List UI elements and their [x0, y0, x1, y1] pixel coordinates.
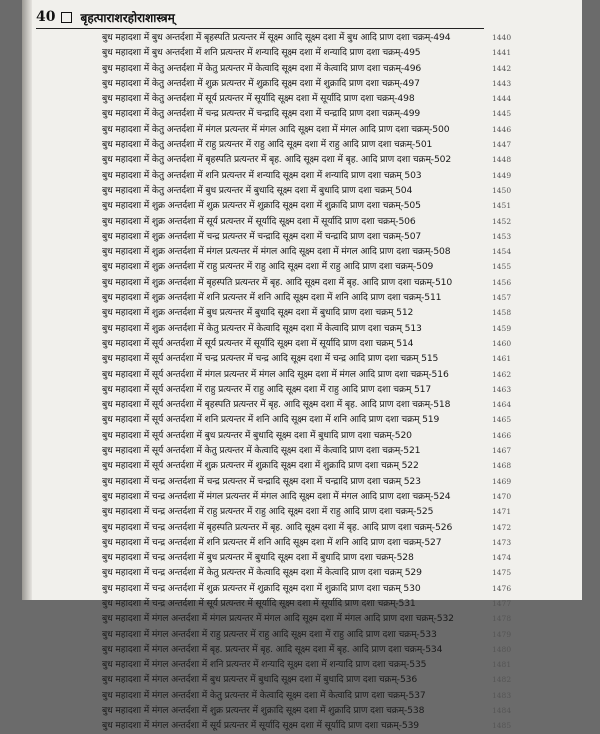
chart-entry-text: बुध महादशा में चन्द्र अन्तर्दशा में चन्द्र प्रत्यन्तर में चन्द्रादि सूक्ष्म दशा में चन्द्रादि प्राण दशा चक्रम् 523: [102, 475, 421, 487]
chart-entry-text: बुध महादशा में शुक्र अन्तर्दशा में चन्द्र प्रत्यन्तर में चन्द्रादि सूक्ष्म दशा में चन्द्रादि प्राण दशा चक्रम्-507: [102, 230, 422, 242]
chart-entry-text: बुध महादशा में चन्द्र अन्तर्दशा में केतु प्रत्यन्तर में केत्वादि सूक्ष्म दशा में केत्वादि प्राण दशा चक्रम् 529: [102, 567, 422, 579]
chart-entry-text: बुध महादशा में बुध अन्तर्दशा में शनि प्रत्यन्तर में शन्यादि सूक्ष्म दशा में शन्यादि प्राण दशा चक्रम्-495: [102, 47, 421, 59]
chart-entry-text: बुध महादशा में चन्द्र अन्तर्दशा में सूर्य प्रत्यन्तर में सूर्यादि सूक्ष्म दशा में सूर्यादि प्राण दशा चक्रम्-531: [102, 597, 416, 609]
line-number: 1475: [492, 568, 512, 578]
line-number: 1449: [492, 170, 512, 180]
list-item: [22, 474, 582, 489]
list-item: [22, 61, 582, 76]
list-item: [22, 336, 582, 351]
line-number: 1470: [492, 491, 512, 501]
line-number: 1485: [492, 721, 512, 731]
line-number: 1456: [492, 277, 512, 287]
list-item: [22, 581, 582, 596]
list-item: [22, 657, 582, 672]
chart-entry-text: बुध महादशा में सूर्य अन्तर्दशा में शनि प्रत्यन्तर में शनि आदि सूक्ष्म दशा में शनि आदि प्राण दशा चक्रम् 519: [102, 414, 440, 426]
chart-entry-text: बुध महादशा में चन्द्र अन्तर्दशा में मंगल प्रत्यन्तर में मंगल आदि सूक्ष्म दशा में मंगल आदि प्राण दशा चक्रम्-524: [102, 490, 451, 502]
list-item: [22, 718, 582, 733]
line-number: 1471: [492, 507, 512, 517]
list-item: [22, 642, 582, 657]
line-number: 1482: [492, 675, 512, 685]
list-item: [22, 627, 582, 642]
line-number: 1468: [492, 461, 512, 471]
list-item: [22, 229, 582, 244]
list-item: [22, 122, 582, 137]
chart-entry-text: बुध महादशा में सूर्य अन्तर्दशा में बृहस्पति प्रत्यन्तर में बृह. आदि सूक्ष्म दशा में बृह. आदि प्राण दशा चक्रम्-518: [102, 399, 451, 411]
line-number: 1453: [492, 231, 512, 241]
list-item: [22, 91, 582, 106]
line-number: 1443: [492, 78, 512, 88]
list-item: [22, 214, 582, 229]
list-item: [22, 489, 582, 504]
chart-entry-text: बुध महादशा में चन्द्र अन्तर्दशा में शुक्र प्रत्यन्तर में शुक्रादि सूक्ष्म दशा में शुक्रादि प्राण दशा चक्रम् 530: [102, 582, 421, 594]
list-item: [22, 351, 582, 366]
chart-entry-text: बुध महादशा में चन्द्र अन्तर्दशा में बुध प्रत्यन्तर में बुधादि सूक्ष्म दशा में बुधादि प्राण दशा चक्रम्-528: [102, 552, 414, 564]
line-number: 1454: [492, 247, 512, 257]
list-item: [22, 183, 582, 198]
line-number: 1446: [492, 124, 512, 134]
line-number: 1479: [492, 629, 512, 639]
chart-entry-text: बुध महादशा में शुक्र अन्तर्दशा में राहु प्रत्यन्तर में राहु आदि सूक्ष्म दशा में राहु आदि प्राण दशा चक्रम्-509: [102, 261, 434, 273]
page-header: [36, 6, 566, 28]
chart-entry-text: बुध महादशा में केतु अन्तर्दशा में शुक्र प्रत्यन्तर में शुक्रादि सूक्ष्म दशा में शुक्रादि प्राण दशा चक्रम्-497: [102, 77, 420, 89]
line-number: 1465: [492, 415, 512, 425]
chart-entry-text: बुध महादशा में चन्द्र अन्तर्दशा में राहु प्रत्यन्तर में राहु आदि सूक्ष्म दशा में राहु आदि प्राण दशा चक्रम्-525: [102, 506, 434, 518]
line-number: 1459: [492, 323, 512, 333]
list-item: [22, 321, 582, 336]
line-number: 1441: [492, 48, 512, 58]
line-number: 1480: [492, 644, 512, 654]
line-number: 1450: [492, 185, 512, 195]
line-number: 1442: [492, 63, 512, 73]
line-number: 1483: [492, 690, 512, 700]
chart-entry-text: बुध महादशा में चन्द्र अन्तर्दशा में बृहस्पति प्रत्यन्तर में बृह. आदि सूक्ष्म दशा में बृह. आदि प्राण दशा चक्रम्-526: [102, 521, 453, 533]
list-item: [22, 305, 582, 320]
chart-entry-text: बुध महादशा में शुक्र अन्तर्दशा में मंगल प्रत्यन्तर में मंगल आदि सूक्ष्म दशा में मंगल आदि प्राण दशा चक्रम्-508: [102, 246, 451, 258]
line-number: 1461: [492, 354, 512, 364]
list-item: [22, 535, 582, 550]
list-item: [22, 596, 582, 611]
chart-entry-text: बुध महादशा में शुक्र अन्तर्दशा में सूर्य प्रत्यन्तर में सूर्यादि सूक्ष्म दशा में सूर्यादि प्राण दशा चक्रम्-506: [102, 215, 416, 227]
chart-entry-text: बुध महादशा में चन्द्र अन्तर्दशा में शनि प्रत्यन्तर में शनि आदि सूक्ष्म दशा में शनि आदि प्राण दशा चक्रम्-527: [102, 536, 442, 548]
line-number: 1469: [492, 476, 512, 486]
line-number: 1452: [492, 216, 512, 226]
line-number: 1464: [492, 400, 512, 410]
chart-entry-text: बुध महादशा में केतु अन्तर्दशा में बृहस्पति प्रत्यन्तर में बृह. आदि सूक्ष्म दशा में बृह. आदि प्राण दशा चक्रम्-502: [102, 154, 452, 166]
chart-entry-text: बुध महादशा में मंगल अन्तर्दशा में मंगल प्रत्यन्तर में मंगल आदि सूक्ष्म दशा में मंगल आदि प्राण दशा चक्रम्-532: [102, 613, 454, 625]
line-number: 1451: [492, 201, 512, 211]
chart-entry-text: बुध महादशा में सूर्य अन्तर्दशा में केतु प्रत्यन्तर में केत्वादि सूक्ष्म दशा में केत्वादि प्राण दशा चक्रम्-521: [102, 445, 421, 457]
chart-entry-text: बुध महादशा में शुक्र अन्तर्दशा में शनि प्रत्यन्तर में शनि आदि सूक्ष्म दशा में शनि आदि प्राण दशा चक्रम्-511: [102, 292, 442, 304]
chart-entry-text: बुध महादशा में केतु अन्तर्दशा में बुध प्रत्यन्तर में बुधादि सूक्ष्म दशा में बुधादि प्राण दशा चक्रम् 504: [102, 184, 413, 196]
chart-entry-text: बुध महादशा में सूर्य अन्तर्दशा में चन्द्र प्रत्यन्तर में चन्द्र आदि सूक्ष्म दशा में चन्द्र आदि प्राण दशा चक्रम् 515: [102, 353, 439, 365]
line-number: 1474: [492, 553, 512, 563]
book-page: [22, 0, 582, 732]
line-number: 1462: [492, 369, 512, 379]
line-number: 1476: [492, 583, 512, 593]
chart-entry-text: बुध महादशा में शुक्र अन्तर्दशा में बृहस्पति प्रत्यन्तर में बृह. आदि सूक्ष्म दशा में बृह. आदि प्राण दशा चक्रम्-510: [102, 276, 453, 288]
list-item: [22, 443, 582, 458]
chart-entry-text: बुध महादशा में मंगल अन्तर्दशा में सूर्य प्रत्यन्तर में सूर्यादि सूक्ष्म दशा में सूर्यादि प्राण दशा चक्रम्-539: [102, 720, 419, 732]
list-item: [22, 76, 582, 91]
list-item: [22, 382, 582, 397]
line-number: 1440: [492, 33, 512, 42]
chart-entry-text: बुध महादशा में मंगल अन्तर्दशा में बुध प्रत्यन्तर में बुधादि सूक्ष्म दशा में बुधादि प्राण दशा चक्रम्-536: [102, 674, 418, 686]
chart-entry-text: बुध महादशा में सूर्य अन्तर्दशा में मंगल प्रत्यन्तर में मंगल आदि सूक्ष्म दशा में मंगल आदि प्राण दशा चक्रम्-516: [102, 368, 449, 380]
list-item: [22, 397, 582, 412]
list-item: [22, 45, 582, 60]
list-item: [22, 198, 582, 213]
list-item: [22, 458, 582, 473]
list-item: [22, 106, 582, 121]
line-number: 1473: [492, 537, 512, 547]
square-ornament-icon: [61, 12, 72, 23]
chart-entry-text: बुध महादशा में मंगल अन्तर्दशा में शुक्र प्रत्यन्तर में शुक्रादि सूक्ष्म दशा में शुक्रादि प्राण दशा चक्रम्-538: [102, 705, 425, 717]
line-number: 1484: [492, 706, 512, 716]
list-item: [22, 290, 582, 305]
list-item: [22, 611, 582, 626]
chart-entry-text: बुध महादशा में सूर्य अन्तर्दशा में शुक्र प्रत्यन्तर में शुक्रादि सूक्ष्म दशा में शुक्रादि प्राण दशा चक्रम् 522: [102, 460, 419, 472]
line-number: 1463: [492, 384, 512, 394]
list-item: [22, 168, 582, 183]
list-item: [22, 244, 582, 259]
line-number: 1460: [492, 338, 512, 348]
line-number: 1447: [492, 140, 512, 150]
list-item: [22, 412, 582, 427]
line-number: 1457: [492, 293, 512, 303]
chart-entry-text: बुध महादशा में मंगल अन्तर्दशा में बृह. प्रत्यन्तर में बृह. आदि सूक्ष्म दशा में बृह. आदि प्राण दशा चक्रम्-534: [102, 643, 443, 655]
chart-entry-text: बुध महादशा में केतु अन्तर्दशा में राहु प्रत्यन्तर में राहु आदि सूक्ष्म दशा में राहु आदि प्राण दशा चक्रम्-501: [102, 139, 433, 151]
list-item: [22, 275, 582, 290]
line-number: 1481: [492, 660, 512, 670]
line-number: 1444: [492, 94, 512, 104]
list-item: [22, 428, 582, 443]
chart-entry-text: बुध महादशा में शुक्र अन्तर्दशा में बुध प्रत्यन्तर में बुधादि सूक्ष्म दशा में बुधादि प्राण दशा चक्रम् 512: [102, 307, 414, 319]
list-item: [22, 703, 582, 718]
line-number: 1455: [492, 262, 512, 272]
line-number: 1472: [492, 522, 512, 532]
line-number: 1458: [492, 308, 512, 318]
list-item: [22, 137, 582, 152]
chart-entry-text: बुध महादशा में शुक्र अन्तर्दशा में शुक्र प्रत्यन्तर में शुक्रादि सूक्ष्म दशा में शुक्रादि प्राण दशा चक्रम्-505: [102, 200, 421, 212]
chart-entry-text: बुध महादशा में केतु अन्तर्दशा में मंगल प्रत्यन्तर में मंगल आदि सूक्ष्म दशा में मंगल आदि प्राण दशा चक्रम्-500: [102, 123, 450, 135]
line-number: 1478: [492, 614, 512, 624]
list-item: [22, 152, 582, 167]
line-number: 1477: [492, 598, 512, 608]
list-item: [22, 259, 582, 274]
header-rule: [36, 28, 484, 29]
chart-entry-text: बुध महादशा में केतु अन्तर्दशा में केतु प्रत्यन्तर में केत्वादि सूक्ष्म दशा में केत्वादि प्राण दशा चक्रम्-496: [102, 62, 422, 74]
list-item: [22, 367, 582, 382]
line-number: 1467: [492, 446, 512, 456]
list-item: [22, 672, 582, 687]
list-item: [22, 565, 582, 580]
dasha-chart-list: [22, 30, 582, 734]
list-item: [22, 30, 582, 45]
line-number: 1466: [492, 430, 512, 440]
chart-entry-text: बुध महादशा में केतु अन्तर्दशा में सूर्य प्रत्यन्तर में सूर्यादि सूक्ष्म दशा में सूर्यादि प्राण दशा चक्रम्-498: [102, 93, 415, 105]
chart-entry-text: बुध महादशा में केतु अन्तर्दशा में शनि प्रत्यन्तर में शन्यादि सूक्ष्म दशा में शन्यादि प्राण दशा चक्रम् 503: [102, 169, 422, 181]
chart-entry-text: बुध महादशा में शुक्र अन्तर्दशा में केतु प्रत्यन्तर में केत्वादि सूक्ष्म दशा में केत्वादि प्राण दशा चक्रम् 513: [102, 322, 422, 334]
page-title: बृहत्पाराशरहोराशास्त्रम्: [80, 10, 175, 25]
chart-entry-text: बुध महादशा में सूर्य अन्तर्दशा में सूर्य प्रत्यन्तर में सूर्यादि सूक्ष्म दशा में सूर्यादि प्राण दशा चक्रम् 514: [102, 337, 414, 349]
list-item: [22, 520, 582, 535]
chart-entry-text: बुध महादशा में केतु अन्तर्दशा में चन्द्र प्रत्यन्तर में चन्द्रादि सूक्ष्म दशा में चन्द्रादि प्राण दशा चक्रम्-499: [102, 108, 421, 120]
chart-entry-text: बुध महादशा में मंगल अन्तर्दशा में राहु प्रत्यन्तर में राहु आदि सूक्ष्म दशा में राहु आदि प्राण दशा चक्रम्-533: [102, 628, 437, 640]
chart-entry-text: बुध महादशा में सूर्य अन्तर्दशा में बुध प्रत्यन्तर में बुधादि सूक्ष्म दशा में बुधादि प्राण दशा चक्रम्-520: [102, 429, 412, 441]
line-number: 1445: [492, 109, 512, 119]
list-item: [22, 550, 582, 565]
chart-entry-text: बुध महादशा में मंगल अन्तर्दशा में केतु प्रत्यन्तर में केत्वादि सूक्ष्म दशा में केत्वादि प्राण दशा चक्रम्-537: [102, 689, 426, 701]
chart-entry-text: बुध महादशा में मंगल अन्तर्दशा में शनि प्रत्यन्तर में शन्यादि सूक्ष्म दशा में शन्यादि प्राण दशा चक्रम्-535: [102, 659, 427, 671]
page-number: 40: [36, 9, 56, 25]
line-number: 1448: [492, 155, 512, 165]
list-item: [22, 504, 582, 519]
chart-entry-text: बुध महादशा में सूर्य अन्तर्दशा में राहु प्रत्यन्तर में राहु आदि सूक्ष्म दशा में राहु आदि प्राण दशा चक्रम् 517: [102, 383, 432, 395]
list-item: [22, 688, 582, 703]
chart-entry-text: बुध महादशा में बुध अन्तर्दशा में बृहस्पति प्रत्यन्तर में सूक्ष्म आदि सूक्ष्म दशा में बुध आदि प्राण दशा चक्रम्-494: [102, 32, 451, 43]
